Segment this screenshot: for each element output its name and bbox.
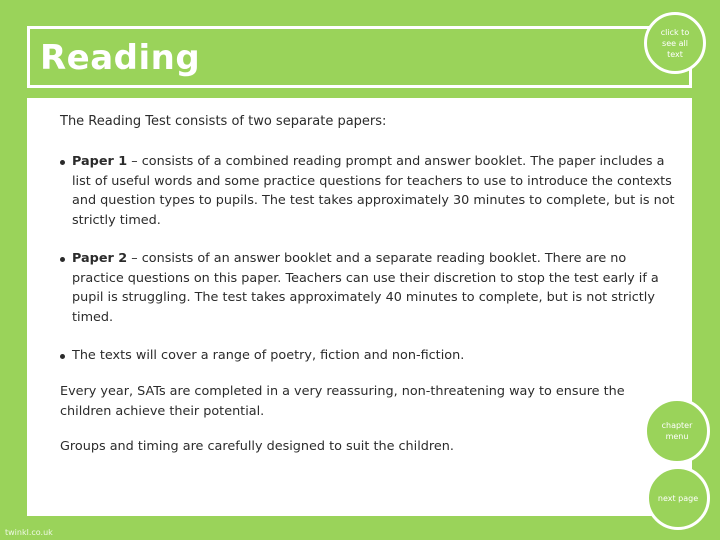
bullet-list bbox=[60, 152, 680, 385]
title-box bbox=[27, 26, 692, 88]
footer-brand[interactable]: twinkl.co.uk bbox=[5, 528, 53, 537]
paragraph-sats: Every year, SATs are completed in a very reassuring, non-threatening way to ensure the children achieve their potential. bbox=[60, 384, 625, 419]
next-page-button[interactable] bbox=[646, 466, 710, 530]
paragraph-groups: Groups and timing are carefully designed to suit the children. bbox=[60, 439, 454, 454]
chapter-menu-button[interactable] bbox=[644, 398, 710, 464]
chapter-menu-line-1: chapter bbox=[661, 421, 693, 430]
chapter-menu-line-2: menu bbox=[665, 432, 689, 441]
see-all-text-label bbox=[661, 27, 689, 60]
see-all-text-line-1: click to bbox=[660, 27, 690, 37]
bullet-text: – consists of a combined reading prompt and answer booklet. The paper includes a list of useful words and some practice questions for teachers to use to introduce the contexts and question types to pupils. The test takes approximately 30 minutes to complete, but is not strictly timed. bbox=[72, 154, 675, 228]
see-all-text-line-3: text bbox=[667, 49, 683, 59]
page-title: Reading bbox=[40, 38, 201, 78]
bullet-item-paper-2 bbox=[60, 249, 680, 327]
see-all-text-line-2: see all bbox=[662, 38, 688, 48]
intro-text: The Reading Test consists of two separate papers: bbox=[60, 114, 387, 129]
bullet-lead: Paper 1 bbox=[72, 154, 128, 169]
bullet-text: – consists of an answer booklet and a separate reading booklet. There are no practice questions on this paper. Teachers can use their discretion to stop the test early if a pupil is struggling. The test takes approximately 40 minutes to complete, but is not strictly timed. bbox=[72, 251, 659, 325]
next-page-label: next page bbox=[657, 493, 699, 503]
chapter-menu-label bbox=[662, 420, 693, 442]
bullet-item-paper-1 bbox=[60, 152, 680, 230]
content-panel bbox=[27, 98, 692, 516]
see-all-text-button[interactable] bbox=[644, 12, 706, 74]
bullet-text: The texts will cover a range of poetry, fiction and non-fiction. bbox=[72, 348, 465, 363]
bullet-item-texts bbox=[60, 346, 680, 366]
bullet-lead: Paper 2 bbox=[72, 251, 128, 266]
